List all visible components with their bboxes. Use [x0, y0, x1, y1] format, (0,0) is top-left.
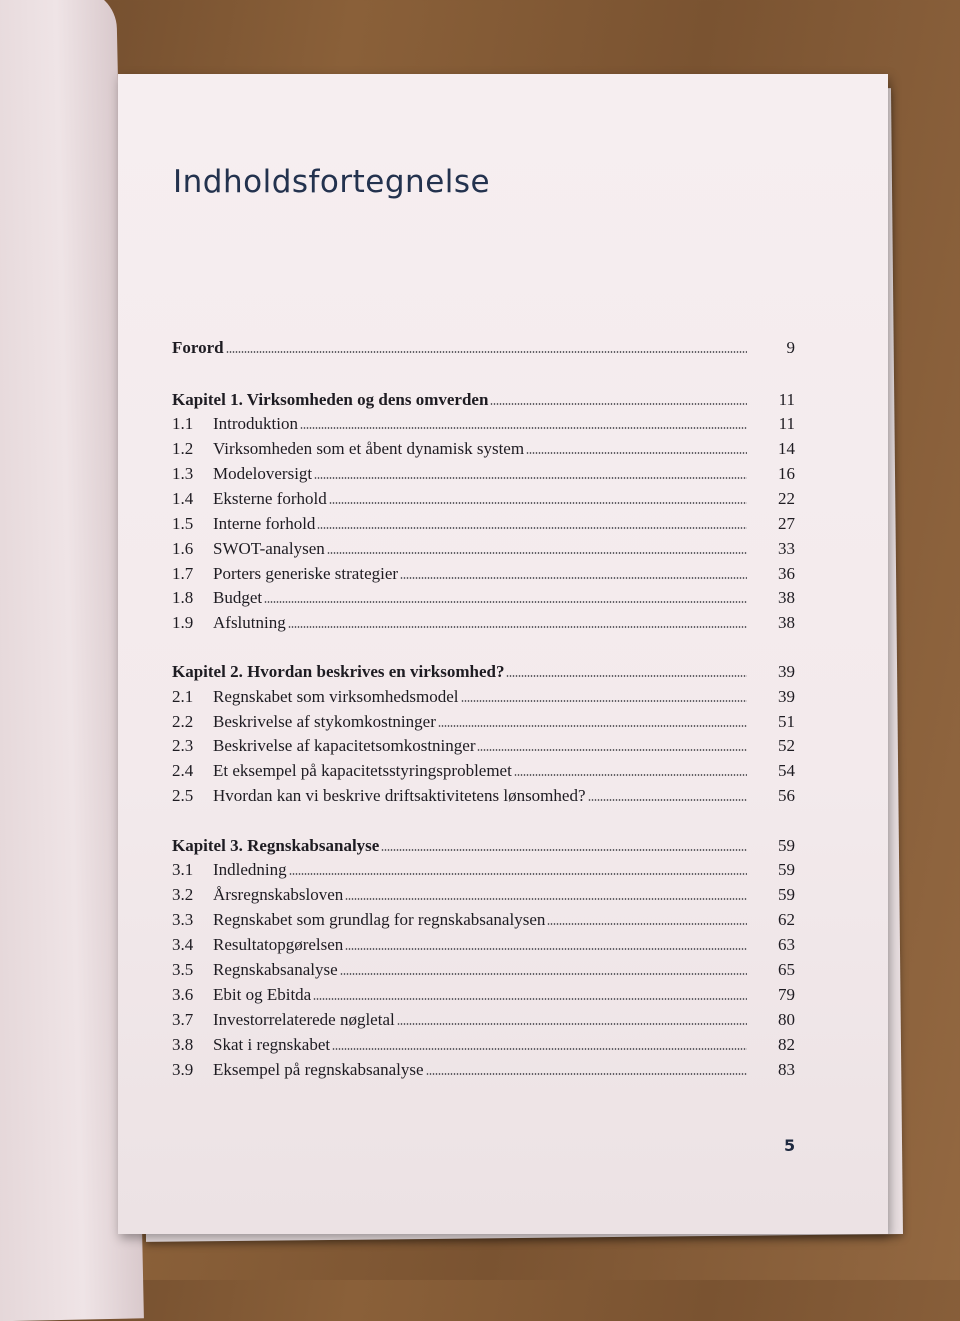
toc-entry-label: Ebit og Ebitda	[213, 985, 312, 1004]
toc-entry-page: 62	[778, 910, 795, 929]
dot-leader	[477, 749, 747, 751]
toc-entry-label: Modeloversigt	[213, 464, 313, 483]
dot-leader	[300, 427, 747, 429]
toc-entry-page: 80	[778, 1010, 795, 1029]
toc-entry-page: 82	[778, 1035, 795, 1054]
toc-entry-page: 11	[778, 414, 795, 433]
toc-entry	[172, 954, 795, 980]
toc-heading	[172, 332, 795, 358]
dot-leader	[264, 601, 747, 603]
toc-entry-page: 51	[778, 712, 795, 731]
dot-leader	[490, 403, 747, 405]
toc-entry-number: 3.3	[172, 910, 194, 929]
toc-entry-page: 79	[778, 985, 795, 1004]
toc-entry-page: 59	[778, 885, 795, 904]
toc-entry-page: 56	[778, 786, 795, 805]
toc-entry	[172, 458, 795, 484]
toc-entry	[172, 979, 795, 1005]
toc-entry	[172, 533, 795, 559]
dot-leader	[506, 675, 747, 677]
toc-entry	[172, 1004, 795, 1030]
toc-entry-number: 1.6	[172, 539, 194, 558]
toc-entry-label: Skat i regnskabet	[213, 1035, 331, 1054]
toc-entry-number: 1.7	[172, 564, 194, 583]
toc-entry	[172, 929, 795, 955]
toc-entry	[172, 1029, 795, 1055]
dot-leader	[526, 452, 747, 454]
toc-entry	[172, 508, 795, 534]
toc-entry-page: 9	[786, 338, 795, 357]
toc-entry-page: 59	[778, 860, 795, 879]
toc-entry	[172, 755, 795, 781]
toc-entry	[172, 730, 795, 756]
toc-entry-label: Introduktion	[213, 414, 298, 433]
book-page	[118, 74, 888, 1234]
toc-entry	[172, 1054, 795, 1080]
toc-entry-number: 3.7	[172, 1010, 194, 1029]
toc-entry-label: Indledning	[213, 860, 287, 879]
toc-entry-page: 38	[778, 588, 795, 607]
toc-entry-number: 1.4	[172, 489, 194, 508]
dot-leader	[426, 1073, 747, 1075]
toc-entry	[172, 681, 795, 707]
toc-entry-page: 39	[778, 662, 795, 681]
toc-entry	[172, 854, 795, 880]
page-title: Indholdsfortegnelse	[173, 164, 491, 200]
dot-leader	[340, 973, 747, 975]
toc-entry-label: Et eksempel på kapacitetsstyringsproblemet	[213, 761, 512, 780]
toc-entry-number: 3.9	[172, 1060, 194, 1079]
toc-entry-label: Budget	[213, 588, 263, 607]
toc-heading	[172, 384, 795, 410]
toc-entry-page: 65	[778, 960, 795, 979]
toc-entry-number: 1.3	[172, 464, 194, 483]
dot-leader	[381, 849, 747, 851]
toc-entry	[172, 408, 795, 434]
toc-entry-label: Resultatopgørelsen	[213, 935, 344, 954]
toc-entry-page: 59	[778, 836, 795, 855]
toc-entry-page: 22	[778, 489, 795, 508]
toc-entry-label: Interne forhold	[213, 514, 316, 533]
toc-entry-label: Eksempel på regnskabsanalyse	[213, 1060, 424, 1079]
toc-entry-label: Hvordan kan vi beskrive driftsaktivitetens lønsomhed?	[213, 786, 586, 805]
toc-entry-page: 54	[778, 761, 795, 780]
footer-page-number: 5	[784, 1136, 796, 1155]
toc-entry-label: Porters generiske strategier	[213, 564, 399, 583]
dot-leader	[226, 351, 747, 353]
dot-leader	[313, 998, 747, 1000]
dot-leader	[329, 502, 747, 504]
toc-entry-label: Beskrivelse af stykomkostninger	[213, 712, 436, 731]
toc-entry-label: Regnskabet som grundlag for regnskabsanalysen	[213, 910, 546, 929]
toc-entry-label: Kapitel 1. Virksomheden og dens omverden	[172, 390, 489, 409]
toc-entry	[172, 558, 795, 584]
toc-entry-page: 11	[778, 390, 795, 409]
toc-entry-number: 2.3	[172, 736, 194, 755]
toc-entry-label: Virksomheden som et åbent dynamisk system	[213, 439, 525, 458]
toc-entry-page: 27	[778, 514, 795, 533]
toc-entry-label: SWOT-analysen	[213, 539, 325, 558]
dot-leader	[332, 1048, 747, 1050]
toc-entry-label: Forord	[172, 338, 224, 357]
dot-leader	[588, 799, 748, 801]
dot-leader	[400, 577, 747, 579]
toc-entry-number: 3.8	[172, 1035, 194, 1054]
dot-leader	[289, 873, 747, 875]
toc-entry	[172, 483, 795, 509]
toc-entry-number: 3.5	[172, 960, 194, 979]
toc-heading	[172, 656, 795, 682]
toc-entry	[172, 582, 795, 608]
toc-entry-number: 1.9	[172, 613, 194, 632]
toc-entry-page: 16	[778, 464, 795, 483]
toc-entry-label: Årsregnskabsloven	[213, 885, 344, 904]
toc-entry-number: 1.8	[172, 588, 194, 607]
toc-heading	[172, 830, 795, 856]
dot-leader	[317, 527, 747, 529]
toc-entry-number: 2.1	[172, 687, 194, 706]
toc-entry	[172, 879, 795, 905]
dot-leader	[345, 898, 747, 900]
toc-entry-number: 1.5	[172, 514, 194, 533]
toc-entry-page: 33	[778, 539, 795, 558]
toc-entry-number: 1.1	[172, 414, 194, 433]
toc-entry-number: 3.4	[172, 935, 194, 954]
toc-entry-page: 38	[778, 613, 795, 632]
dot-leader	[314, 477, 747, 479]
toc-entry-number: 2.4	[172, 761, 194, 780]
toc-entry-number: 2.5	[172, 786, 194, 805]
dot-leader	[345, 948, 747, 950]
toc-entry-label: Afslutning	[213, 613, 286, 632]
dot-leader	[327, 552, 747, 554]
toc-entry-page: 14	[778, 439, 795, 458]
toc-entry-label: Eksterne forhold	[213, 489, 327, 508]
dot-leader	[547, 923, 747, 925]
dot-leader	[397, 1023, 747, 1025]
dot-leader	[438, 725, 747, 727]
toc-entry-number: 2.2	[172, 712, 194, 731]
toc-entry-label: Regnskabet som virksomhedsmodel	[213, 687, 459, 706]
toc-entry	[172, 780, 795, 806]
toc-entry	[172, 433, 795, 459]
toc-entry-number: 3.1	[172, 860, 194, 879]
toc-entry-page: 63	[778, 935, 795, 954]
toc-entry-page: 36	[778, 564, 795, 583]
dot-leader	[514, 774, 747, 776]
toc-entry-label: Kapitel 2. Hvordan beskrives en virksomhed?	[172, 662, 505, 681]
toc-entry-number: 3.2	[172, 885, 194, 904]
toc-entry	[172, 904, 795, 930]
toc-entry-page: 52	[778, 736, 795, 755]
toc-entry-label: Beskrivelse af kapacitetsomkostninger	[213, 736, 476, 755]
toc-entry	[172, 607, 795, 633]
toc-entry-number: 1.2	[172, 439, 194, 458]
toc-entry-page: 39	[778, 687, 795, 706]
toc-entry-page: 83	[778, 1060, 795, 1079]
toc-entry-label: Regnskabsanalyse	[213, 960, 338, 979]
toc-entry-label: Kapitel 3. Regnskabsanalyse	[172, 836, 380, 855]
toc-entry-label: Investorrelaterede nøgletal	[213, 1010, 395, 1029]
toc-entry	[172, 706, 795, 732]
toc-entry-number: 3.6	[172, 985, 194, 1004]
dot-leader	[288, 626, 747, 628]
dot-leader	[461, 700, 747, 702]
